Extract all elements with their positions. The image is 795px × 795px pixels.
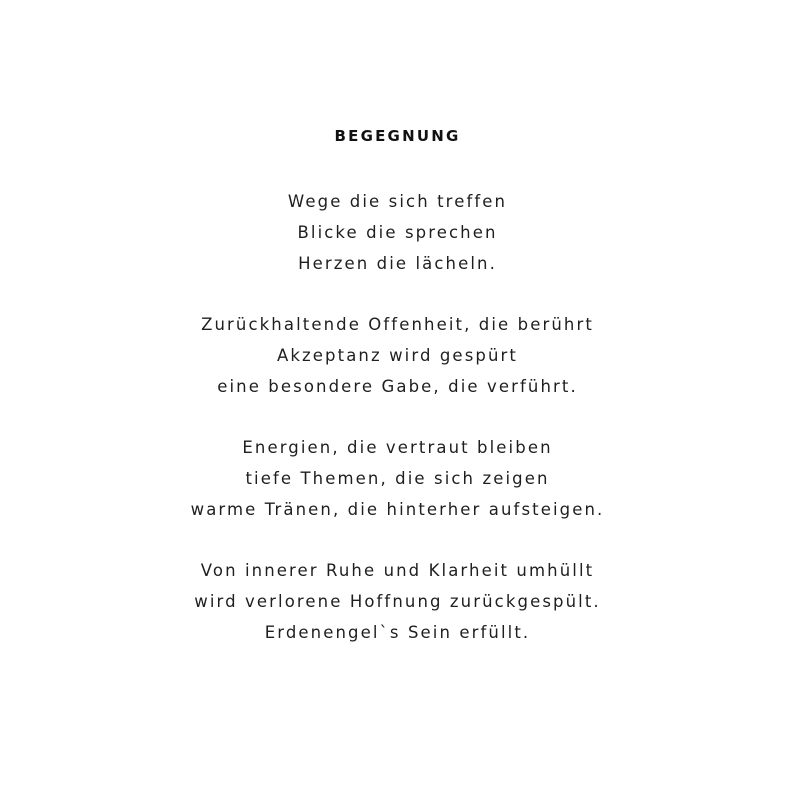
poem-line: Akzeptanz wird gespürt [277,346,518,365]
stanza-3 [0,432,795,525]
stanza-2 [0,309,795,402]
poem-line: warme Tränen, die hinterher aufsteigen. [190,500,605,519]
poem-line: Von innerer Ruhe und Klarheit umhüllt [200,561,595,580]
poem-line: Erdenengel`s Sein erfüllt. [264,623,531,642]
poem-line: Blicke die sprechen [297,223,498,242]
stanza-1 [0,186,795,279]
poem-line: Zurückhaltende Offenheit, die berührt [201,315,594,334]
stanza-4 [0,555,795,648]
poem-title: BEGEGNUNG [334,127,461,145]
poem-line: Energien, die vertraut bleiben [242,438,553,457]
poem-line: Herzen die lächeln. [298,254,497,273]
poem-body [0,186,795,678]
poem-line: wird verlorene Hoffnung zurückgespült. [194,592,601,611]
poem-line: eine besondere Gabe, die verführt. [217,377,578,396]
poem-line: Wege die sich treffen [287,192,508,211]
poem-line: tiefe Themen, die sich zeigen [245,469,550,488]
